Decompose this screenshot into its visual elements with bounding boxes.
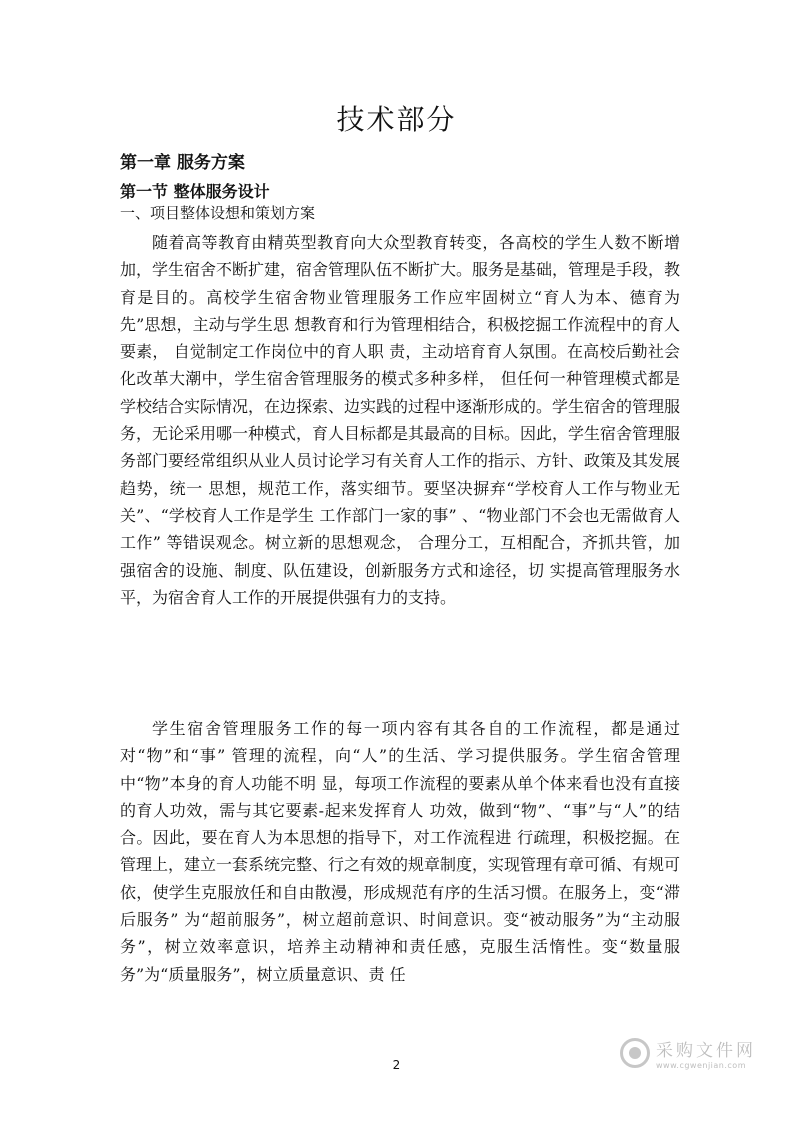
chapter-heading: 第一章 服务方案 xyxy=(120,153,245,173)
page-number: 2 xyxy=(392,1058,401,1072)
watermark-url: www.cgwenjian.com xyxy=(656,1061,746,1070)
watermark-text xyxy=(656,1036,756,1070)
document-title: 技术部分 xyxy=(336,103,457,136)
section-heading: 第一节 整体服务设计 xyxy=(120,182,270,201)
body-paragraph: 学生宿舍管理服务工作的每一项内容有其各自的工作流程，都是通过对“物”和“事” 管理的流程，向“人”的生活、学习提供服务。学生宿舍管理中“物”本身的育人功能不明 显，每项工作流程的要素从单个体来看也没有直接的育人功效，需与其它要素-起来发挥育人 功效，做到“物”、“事”与“人”的结合。因此，要在育人为本思想的指导下，对工作流程进 行疏理，积极挖掘。在管理上，建立一套系统完整、行之有效的规章制度，实现管理有章可循、有规可依，使学生克服放任和自由散漫，形成规范有序的生活习惯。在服务上，变“滞后服务” 为“超前服务”，树立超前意识、时间意识。变“被动服务”为“主动服务”，树立效率意识，培养主动精神和责任感，克服生活惰性。变“数量服务”为“质量服务”，树立质量意识、责 任 xyxy=(120,719,681,984)
body-paragraph: 随着高等教育由精英型教育向大众型教育转变，各高校的学生人数不断增加，学生宿舍不断扩建，宿舍管理队伍不断扩大。服务是基础，管理是手段，教育是目的。高校学生宿舍物业管理服务工作应牢固树立“育人为本、德育为先”思想，主动与学生思 想教育和行为管理相结合，积极挖掘工作流程中的育人要素， 自觉制定工作岗位中的育人职 责，主动培育育人氛围。在高校后勤社会化改革大潮中，学生宿舍管理服务的模式多种多样， 但任何一种管理模式都是学校结合实际情况，在边探索、边实践的过程中逐渐形成的。学生宿舍的管理服务，无论采用哪一种模式，育人目标都是其最高的目标。因此，学生宿舍管理服 务部门要经常组织从业人员讨论学习有关育人工作的指示、方针、政策及其发展趋势，统一 思想，规范工作，落实细节。要坚决摒弃“学校育人工作与物业无关”、“学校育人工作是学生 工作部门一家的事” 、“物业部门不会也无需做育人工作” 等错误观念。树立新的思想观念， 合理分工，互相配合，齐抓共管，加强宿舍的设施、制度、队伍建设，创新服务方式和途径，切 实提高管理服务水平，为宿舍育人工作的开展提供强有力的支持。 xyxy=(120,233,681,607)
watermark-name: 采购文件网 xyxy=(656,1041,756,1061)
subsection-heading: 一、项目整体设想和策划方案 xyxy=(120,204,316,222)
cgw-logo-icon xyxy=(620,1038,650,1068)
watermark xyxy=(620,1036,756,1070)
